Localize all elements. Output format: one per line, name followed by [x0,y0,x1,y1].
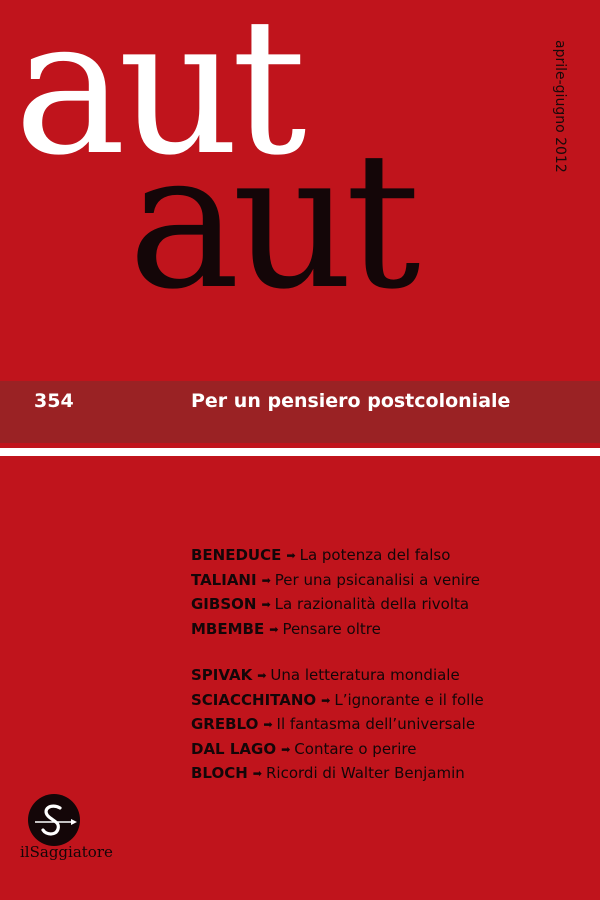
contents-item [191,568,480,593]
article-title: Pensare oltre [282,619,381,638]
article-title: La potenza del falso [299,546,451,564]
masthead-aut-white: aut [14,0,299,197]
contents-item [191,543,480,568]
author-name: DAL LAGO [191,739,277,758]
arrow-right-icon: ➡ [261,598,271,611]
contents-item [191,761,484,786]
arrow-right-icon: ➡ [281,742,291,756]
article-title: La razionalità della rivolta [274,595,470,613]
issue-number: 354 [34,390,74,412]
article-title: Contare o perire [294,739,417,758]
contents-item [191,617,480,642]
arrow-right-icon: ➡ [286,549,296,562]
masthead-aut-black: aut [128,112,413,331]
author-name: TALIANI [191,570,257,589]
contents-item [191,737,484,762]
article-title: L’ignorante e il folle [334,690,484,709]
author-name: GREBLO [191,715,259,733]
arrow-right-icon: ➡ [261,573,271,587]
author-name: MBEMBE [191,619,265,638]
contents-item [191,712,484,737]
arrow-right-icon: ➡ [269,622,279,636]
contents-item [191,688,484,713]
author-name: BENEDUCE [191,546,282,564]
author-name: SCIACCHITANO [191,690,317,709]
author-name: BLOCH [191,764,248,782]
arrow-right-icon: ➡ [321,693,331,707]
divider-rule [0,448,600,456]
article-title: Una letteratura mondiale [270,666,460,684]
article-title: Ricordi di Walter Benjamin [266,764,465,782]
contents-item [191,663,484,688]
author-name: SPIVAK [191,666,253,684]
contents-list-1 [191,543,480,641]
contents-item [191,592,480,617]
article-title: Il fantasma dell’universale [276,715,476,733]
contents-list-2 [191,663,484,786]
article-title: Per una psicanalisi a venire [274,570,480,589]
arrow-right-icon: ➡ [263,718,273,731]
issue-date: aprile-giugno 2012 [552,40,568,173]
issue-theme: Per un pensiero postcoloniale [191,390,511,412]
publisher-name: ilSaggiatore [20,843,113,861]
saggiatore-s-logo-icon [27,793,81,847]
arrow-right-icon: ➡ [252,767,262,780]
arrow-right-icon: ➡ [257,669,267,682]
author-name: GIBSON [191,595,257,613]
